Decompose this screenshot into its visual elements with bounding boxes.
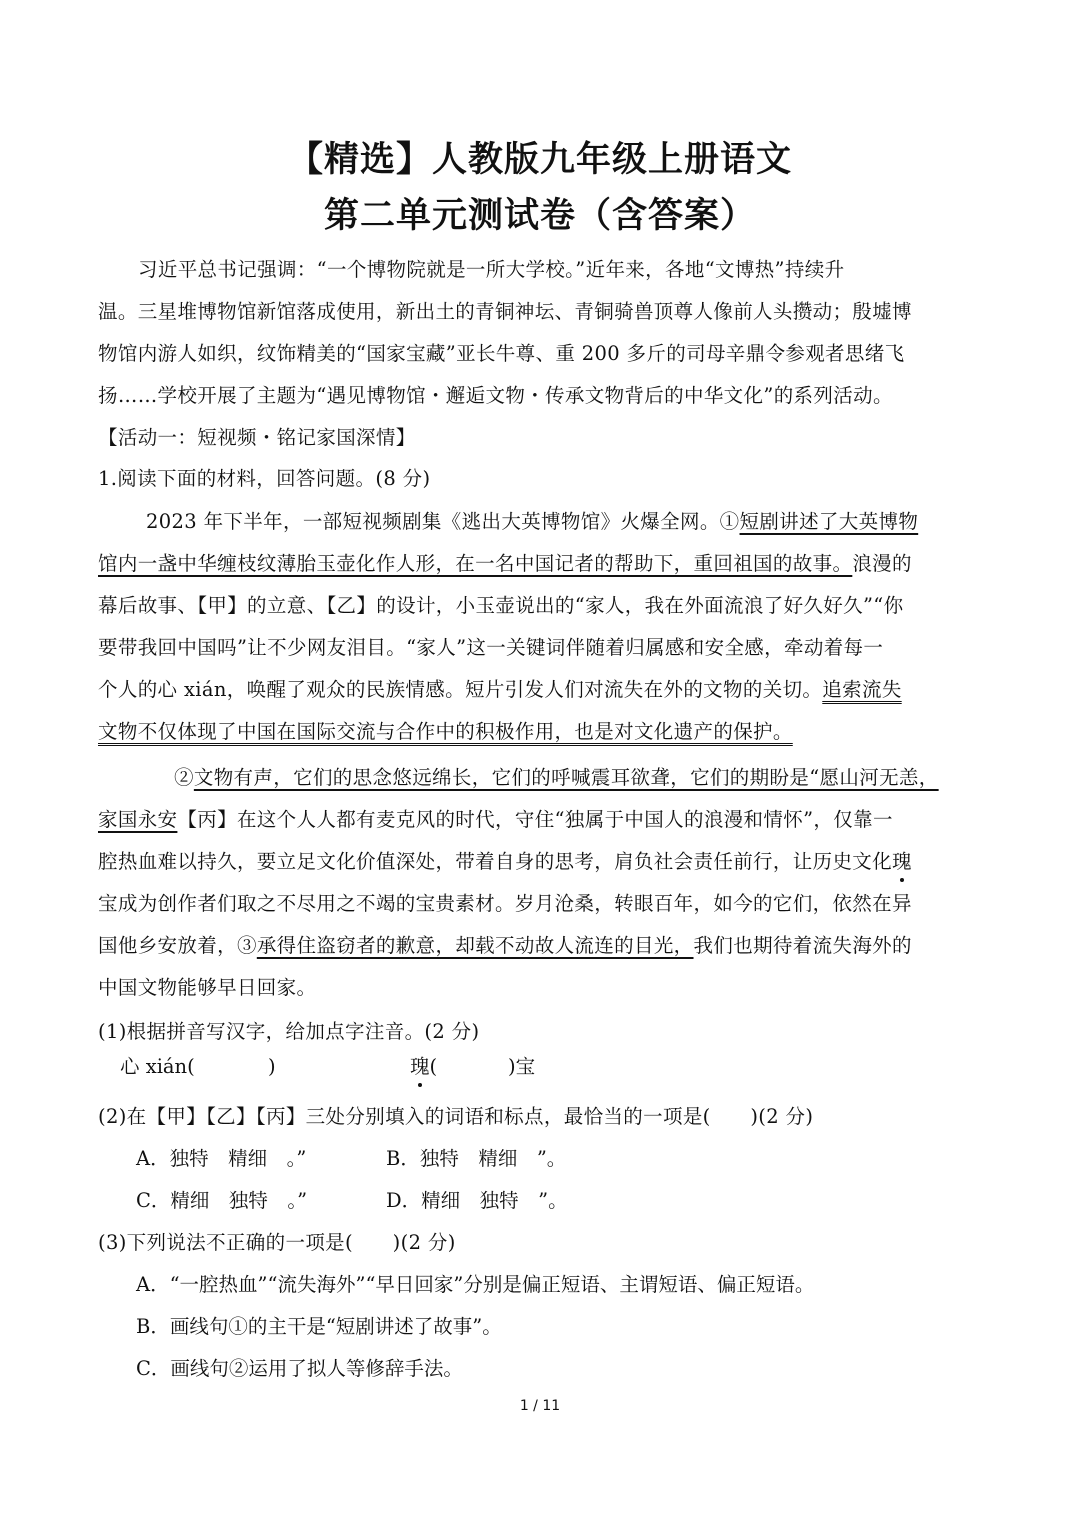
- underlined-sentence-3: 承得住盗窃者的歉意，却载不动故人流连的目光，: [256, 934, 694, 957]
- option-d: D．精细 独特 ”。: [386, 1189, 568, 1212]
- option-b: B．独特 精细 ”。: [386, 1147, 567, 1170]
- passage-line: 幕后故事、【甲】的立意、【乙】的设计，小玉壶说出的“家人，我在外面流浪了好久好久”“你: [98, 594, 904, 617]
- double-underlined-sentence: 文物不仅体现了中国在国际交流与合作中的积极作用，也是对文化遗产的保护。: [98, 720, 793, 743]
- underlined-sentence-2: 家国永安: [98, 808, 178, 831]
- passage-line: ②文物有声，它们的思念悠远绵长，它们的呼喊震耳欲聋，它们的期盼是“愿山河无恙，: [174, 766, 939, 789]
- title-line-2: 第二单元测试卷（含答案）: [323, 196, 756, 236]
- pinyin-blank-2: 瑰(: [410, 1055, 438, 1078]
- intro-line-3: 物馆内游人如织，纹饰精美的“国家宝藏”亚长牛尊、重 200 多斤的司母辛鼎令参观者思绪飞: [98, 342, 905, 365]
- sub-question-2-prompt: (2)在【甲】【乙】【丙】三处分别填入的词语和标点，最恰当的一项是( )(2 分): [98, 1105, 814, 1128]
- passage-line: 国他乡安放着，③承得住盗窃者的歉意，却载不动故人流连的目光，我们也期待着流失海外的: [98, 934, 912, 957]
- passage-line: 馆内一盏中华缠枝纹薄胎玉壶化作人形，在一名中国记者的帮助下，重回祖国的故事。浪漫的: [98, 552, 912, 575]
- passage-line: 宝成为创作者们取之不尽用之不竭的宝贵素材。岁月沧桑，转眼百年，如今的它们，依然在异: [98, 892, 912, 915]
- sub-question-3-prompt: (3)下列说法不正确的一项是( )(2 分): [98, 1231, 456, 1254]
- pinyin-blank-1: 心 xián(: [120, 1055, 195, 1078]
- intro-line-2: 温。三星堆博物馆新馆落成使用，新出土的青铜神坛、青铜骑兽顶尊人像前人头攒动；殷墟博: [98, 300, 912, 323]
- underlined-sentence-2: 文物有声，它们的思念悠远绵长，它们的呼喊震耳欲聋，它们的期盼是“愿山河无恙，: [193, 766, 939, 789]
- emphasis-dot-char: 瑰: [410, 1055, 430, 1078]
- intro-line-1: 习近平总书记强调：“一个博物院就是一所大学校。”近年来，各地“文博热”持续升: [138, 258, 845, 281]
- passage-line: 个人的心 xián，唤醒了观众的民族情感。短片引发人们对流失在外的文物的关切。追索流失: [98, 678, 902, 701]
- passage-line: 2023 年下半年，一部短视频剧集《逃出大英博物馆》火爆全网。①短剧讲述了大英博物: [146, 510, 919, 533]
- option-c: C．画线句②运用了拟人等修辞手法。: [136, 1357, 463, 1380]
- pinyin-blank-1-close: ): [268, 1055, 276, 1078]
- sub-question-1-prompt: (1)根据拼音写汉字，给加点字注音。(2 分): [98, 1020, 480, 1043]
- page-number: 1 / 11: [519, 1398, 561, 1414]
- underlined-sentence-1: 馆内一盏中华缠枝纹薄胎玉壶化作人形，在一名中国记者的帮助下，重回祖国的故事。: [98, 552, 853, 575]
- passage-line: [98, 719, 982, 745]
- underlined-sentence-1: 短剧讲述了大英博物: [739, 510, 919, 533]
- option-a: A．独特 精细 。”: [136, 1147, 307, 1170]
- double-underlined-sentence: 追索流失: [822, 678, 902, 701]
- passage-line: 家国永安【丙】在这个人人都有麦克风的时代，守住“独属于中国人的浪漫和情怀”，仅靠一: [98, 808, 893, 831]
- question-1: 1.阅读下面的材料，回答问题。(8 分): [98, 467, 431, 490]
- activity-heading: 【活动一：短视频・铭记家国深情】: [98, 426, 416, 449]
- pinyin-blank-2-close: )宝: [508, 1055, 536, 1078]
- passage-line: 中国文物能够早日回家。: [98, 976, 317, 999]
- emphasis-dot-char: 瑰: [892, 850, 912, 873]
- passage-line: 腔热血难以持久，要立足文化价值深处，带着自身的思考，肩负社会责任前行，让历史文化瑰: [98, 850, 912, 873]
- passage-line: 要带我回中国吗”让不少网友泪目。“家人”这一关键词伴随着归属感和安全感，牵动着每一: [98, 636, 884, 659]
- option-c: C．精细 独特 。”: [136, 1189, 308, 1212]
- option-a: A．“一腔热血”“流失海外”“早日回家”分别是偏正短语、主谓短语、偏正短语。: [136, 1273, 815, 1296]
- option-b: B．画线句①的主干是“短剧讲述了故事”。: [136, 1315, 502, 1338]
- title-line-1: 【精选】人教版九年级上册语文: [287, 140, 792, 180]
- intro-line-4: 扬……学校开展了主题为“遇见博物馆・邂逅文物・传承文物背后的中华文化”的系列活动。: [98, 384, 893, 407]
